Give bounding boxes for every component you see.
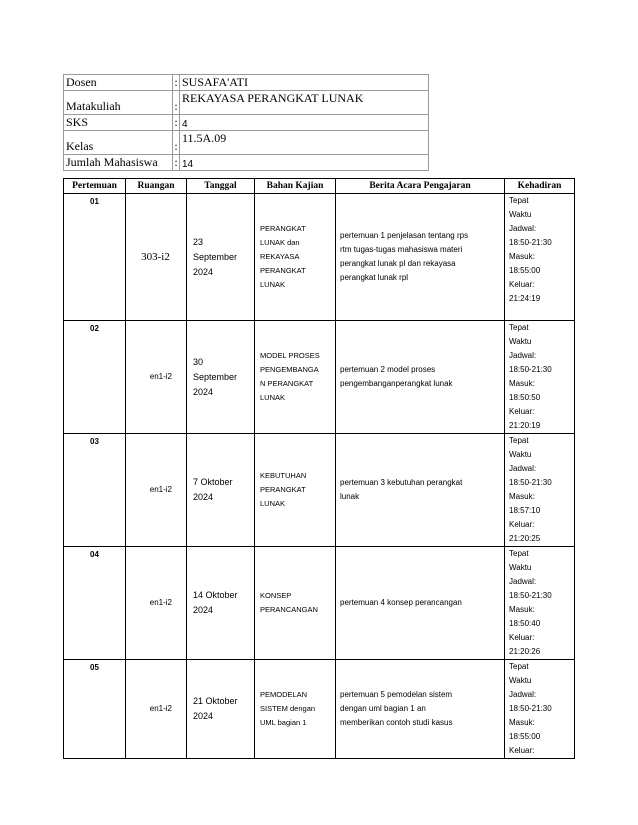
kehadiran-line: 21:20:25 [509, 534, 541, 543]
tanggal-cell-text: 14 Oktober 2024 [193, 590, 238, 615]
tanggal-cell [187, 321, 255, 434]
info-row-jumlah-mahasiswa [64, 155, 429, 171]
table-row [64, 660, 575, 759]
info-value-kelas: 11.5A.09 [180, 131, 429, 155]
kehadiran-line: Jadwal: [509, 690, 537, 699]
kehadiran-line: 18:50-21:30 [509, 365, 552, 374]
kehadiran-line: 18:50-21:30 [509, 238, 552, 247]
info-colon: : [173, 131, 180, 155]
bahan-kajian-cell-text: MODEL PROSES PENGEMBANGA N PERANGKAT LUNAK [260, 351, 320, 402]
berita-acara-cell [336, 660, 505, 759]
header-pertemuan: Pertemuan [64, 179, 126, 194]
ruangan-cell [126, 434, 187, 547]
kehadiran-line: Masuk: [509, 718, 535, 727]
kehadiran-cell [505, 547, 575, 660]
kehadiran-line: Masuk: [509, 492, 535, 501]
kehadiran-line: Keluar: [509, 746, 535, 755]
pertemuan-cell-text: 03 [90, 437, 99, 446]
ruangan-cell [126, 194, 187, 321]
info-value-jumlah-mahasiswa: 14 [180, 155, 429, 171]
info-row-matakuliah [64, 91, 429, 115]
kehadiran-line: Tepat [509, 323, 529, 332]
info-colon: : [174, 75, 178, 89]
table-row [64, 434, 575, 547]
kehadiran-line: Keluar: [509, 280, 535, 289]
tanggal-cell [187, 434, 255, 547]
ruangan-cell-text: en1-i2 [149, 485, 172, 494]
info-label: Matakuliah [64, 91, 173, 115]
header-berita-acara: Berita Acara Pengajaran [336, 179, 505, 194]
ruangan-cell-text: en1-i2 [149, 598, 172, 607]
info-label: SKS [64, 115, 173, 131]
tanggal-cell-text: 30 September 2024 [193, 356, 238, 397]
header-tanggal: Tanggal [187, 179, 255, 194]
info-value-dosen: SUSAFA'ATI [180, 75, 429, 91]
berita-acara-cell-text: pertemuan 4 konsep perancangan [340, 598, 462, 607]
info-row-sks [64, 115, 429, 131]
kehadiran-line: Masuk: [509, 605, 535, 614]
bahan-kajian-cell [255, 547, 336, 660]
kehadiran-line: Keluar: [509, 633, 535, 642]
info-value-matakuliah: REKAYASA PERANGKAT LUNAK [180, 91, 429, 115]
pertemuan-cell [64, 194, 126, 321]
bahan-kajian-cell-text: KEBUTUHAN PERANGKAT LUNAK [260, 471, 307, 508]
bahan-kajian-cell [255, 660, 336, 759]
kehadiran-line: 18:50-21:30 [509, 478, 552, 487]
berita-acara-cell [336, 547, 505, 660]
tanggal-cell-text: 23 September 2024 [193, 236, 238, 277]
ruangan-cell [126, 547, 187, 660]
ruangan-cell-text: en1-i2 [149, 372, 172, 381]
kehadiran-line: Keluar: [509, 407, 535, 416]
ruangan-cell-text: 303-i2 [141, 251, 170, 263]
tanggal-cell-text: 7 Oktober 2024 [193, 477, 233, 502]
attendance-schedule-table [63, 178, 575, 759]
kehadiran-line: Masuk: [509, 252, 535, 261]
table-row [64, 547, 575, 660]
table-row [64, 321, 575, 434]
kehadiran-line: 21:20:26 [509, 647, 541, 656]
ruangan-cell [126, 321, 187, 434]
kehadiran-line: Keluar: [509, 520, 535, 529]
berita-acara-cell [336, 194, 505, 321]
table-header-row [64, 179, 575, 194]
course-info-table [63, 74, 429, 171]
berita-acara-cell-text: pertemuan 3 kebutuhan perangkat lunak [340, 478, 463, 501]
kehadiran-cell [505, 660, 575, 759]
kehadiran-line: 18:57:10 [509, 506, 541, 515]
kehadiran-cell [505, 321, 575, 434]
kehadiran-cell [505, 194, 575, 321]
header-bahan-kajian: Bahan Kajian [255, 179, 336, 194]
bahan-kajian-cell [255, 321, 336, 434]
ruangan-cell-text: en1-i2 [149, 704, 172, 713]
berita-acara-cell-text: pertemuan 2 model proses pengembanganperangkat lunak [340, 365, 453, 388]
berita-acara-cell [336, 321, 505, 434]
pertemuan-cell [64, 660, 126, 759]
table-row [64, 194, 575, 321]
bahan-kajian-cell [255, 194, 336, 321]
berita-acara-cell-text: pertemuan 1 penjelasan tentang rps rtm tugas-tugas mahasiswa materi perangkat lunak pl dan rekayasa perangkat lunak rpl [340, 231, 469, 282]
pertemuan-cell-text: 01 [90, 197, 99, 206]
info-colon: : [173, 91, 180, 115]
pertemuan-cell [64, 434, 126, 547]
header-kehadiran: Kehadiran [505, 179, 575, 194]
kehadiran-line: Jadwal: [509, 224, 537, 233]
kehadiran-line: Jadwal: [509, 577, 537, 586]
kehadiran-line: Waktu [509, 676, 532, 685]
header-ruangan: Ruangan [126, 179, 187, 194]
kehadiran-line: 18:55:00 [509, 732, 541, 741]
berita-acara-cell [336, 434, 505, 547]
tanggal-cell [187, 194, 255, 321]
kehadiran-line: Masuk: [509, 379, 535, 388]
bahan-kajian-cell-text: PERANGKAT LUNAK dan REKAYASA PERANGKAT LUNAK [260, 224, 306, 289]
kehadiran-cell [505, 434, 575, 547]
pertemuan-cell-text: 02 [90, 324, 99, 333]
tanggal-cell-text: 21 Oktober 2024 [193, 696, 238, 721]
info-row-kelas [64, 131, 429, 155]
kehadiran-line: 18:50:40 [509, 619, 541, 628]
ruangan-cell [126, 660, 187, 759]
pertemuan-cell [64, 547, 126, 660]
berita-acara-cell-text: pertemuan 5 pemodelan sistem dengan uml bagian 1 an memberikan contoh studi kasus [340, 690, 453, 727]
kehadiran-line: 18:50:50 [509, 393, 541, 402]
bahan-kajian-cell-text: KONSEP PERANCANGAN [260, 591, 318, 614]
kehadiran-line: Waktu [509, 337, 532, 346]
kehadiran-line: Tepat [509, 196, 529, 205]
info-label: Dosen [64, 75, 173, 91]
info-colon: : [174, 155, 178, 169]
pertemuan-cell-text: 04 [90, 550, 99, 559]
info-label: Jumlah Mahasiswa [64, 155, 173, 171]
kehadiran-line: 18:50-21:30 [509, 591, 552, 600]
info-label: Kelas [64, 131, 173, 155]
kehadiran-line: Tepat [509, 436, 529, 445]
kehadiran-line: 21:24:19 [509, 294, 541, 303]
kehadiran-line: Jadwal: [509, 464, 537, 473]
kehadiran-line: 18:50-21:30 [509, 704, 552, 713]
info-row-dosen [64, 75, 429, 91]
tanggal-cell [187, 547, 255, 660]
table-body [64, 194, 575, 759]
kehadiran-line: 18:55:00 [509, 266, 541, 275]
pertemuan-cell [64, 321, 126, 434]
pertemuan-cell-text: 05 [90, 663, 99, 672]
info-value-sks: 4 [180, 115, 429, 131]
bahan-kajian-cell [255, 434, 336, 547]
kehadiran-line: Waktu [509, 210, 532, 219]
kehadiran-line: 21:20:19 [509, 421, 541, 430]
kehadiran-line: Jadwal: [509, 351, 537, 360]
kehadiran-line: Tepat [509, 662, 529, 671]
kehadiran-line: Waktu [509, 563, 532, 572]
kehadiran-line: Tepat [509, 549, 529, 558]
bahan-kajian-cell-text: PEMODELAN SISTEM dengan UML bagian 1 [260, 690, 316, 727]
info-colon: : [174, 115, 178, 129]
tanggal-cell [187, 660, 255, 759]
kehadiran-line: Waktu [509, 450, 532, 459]
